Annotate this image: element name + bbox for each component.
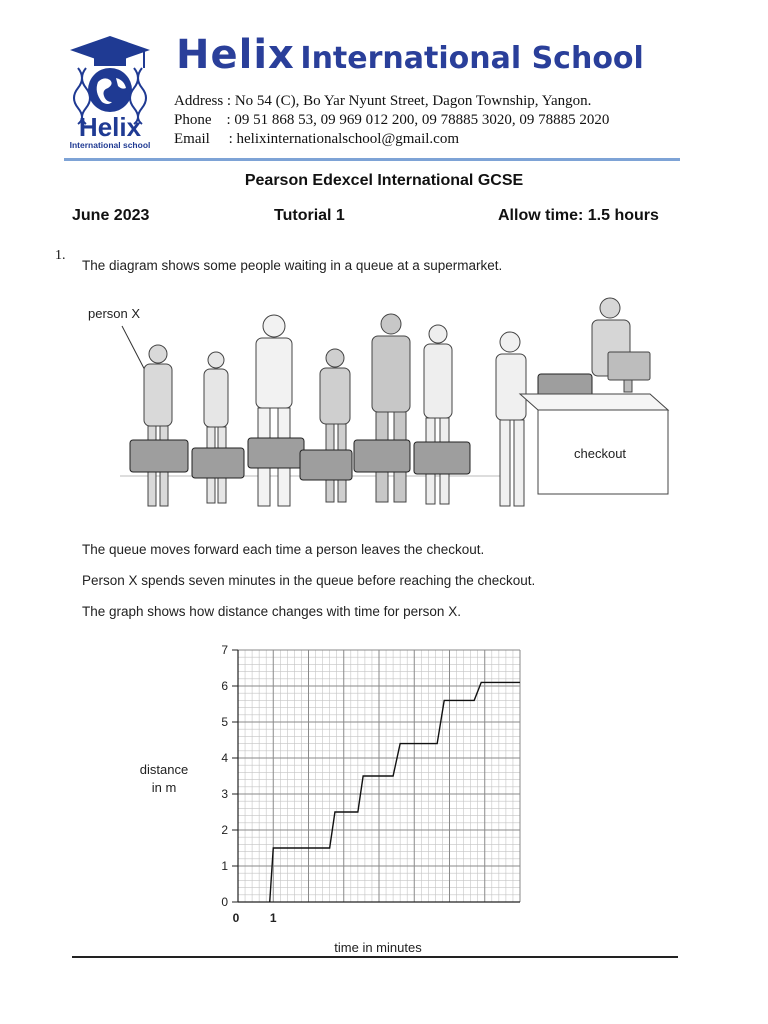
distance-time-graph [130,640,550,960]
school-name-first: Helix [176,32,295,78]
person-x-label: person X [88,306,141,321]
y-tick-label: 1 [221,859,228,873]
queue-person [256,315,292,506]
graduation-cap-icon [70,36,150,68]
y-tick-label: 2 [221,823,228,837]
x-tick-labels [233,911,277,925]
globe-icon [88,68,132,112]
x-tick-label: 1 [269,911,277,925]
y-tick-label: 3 [221,787,228,801]
school-name [176,32,644,78]
question-line-3: The graph shows how distance changes with time for person X. [82,604,461,619]
y-tick-labels [221,643,238,909]
header-divider [64,158,680,161]
tutorial-label: Tutorial 1 [274,207,345,224]
y-axis-label-line-1: distance [139,762,189,777]
y-tick-label: 5 [221,715,228,729]
checkout-counter [520,394,668,494]
queue-person [424,325,452,504]
queue-person [204,352,228,503]
y-axis-label-line-2: in m [151,780,177,795]
y-tick-label: 4 [221,751,228,765]
x-axis-label: time in minutes [334,940,422,955]
question-intro: The diagram shows some people waiting in a queue at a supermarket. [82,258,503,273]
bottom-divider [72,956,678,958]
queue-illustration [80,290,680,515]
question-line-2: Person X spends seven minutes in the queue before reaching the checkout. [82,573,536,588]
till-monitor-icon [608,352,650,392]
queue-person [144,345,172,506]
y-tick-label: 6 [221,679,228,693]
queue-person [372,314,410,502]
distance-series-line [270,682,520,902]
logo-subtext: International school [69,140,151,150]
allow-time: Allow time: 1.5 hours [498,207,659,224]
y-tick-label: 7 [221,643,228,657]
exam-title: Pearson Edexcel International GCSE [244,172,524,189]
x-tick-label: 0 [232,911,240,925]
school-phone: Phone : 09 51 868 53, 09 969 012 200, 09 78885 3020, 09 78885 2020 [174,112,610,128]
school-address: Address : No 54 (C), Bo Yar Nyunt Street, Dagon Township, Yangon. [174,93,592,109]
school-logo [64,34,156,152]
checkout-label: checkout [574,446,627,461]
question-line-1: The queue moves forward each time a person leaves the checkout. [82,542,485,557]
y-tick-label: 0 [221,895,228,909]
queue-person [496,332,526,506]
exam-date: June 2023 [72,207,150,224]
school-email: Email : helixinternationalschool@gmail.com [174,131,459,147]
school-name-rest: International School [300,41,644,76]
logo-text: Helix [78,112,142,142]
question-number: 1. [55,248,66,263]
